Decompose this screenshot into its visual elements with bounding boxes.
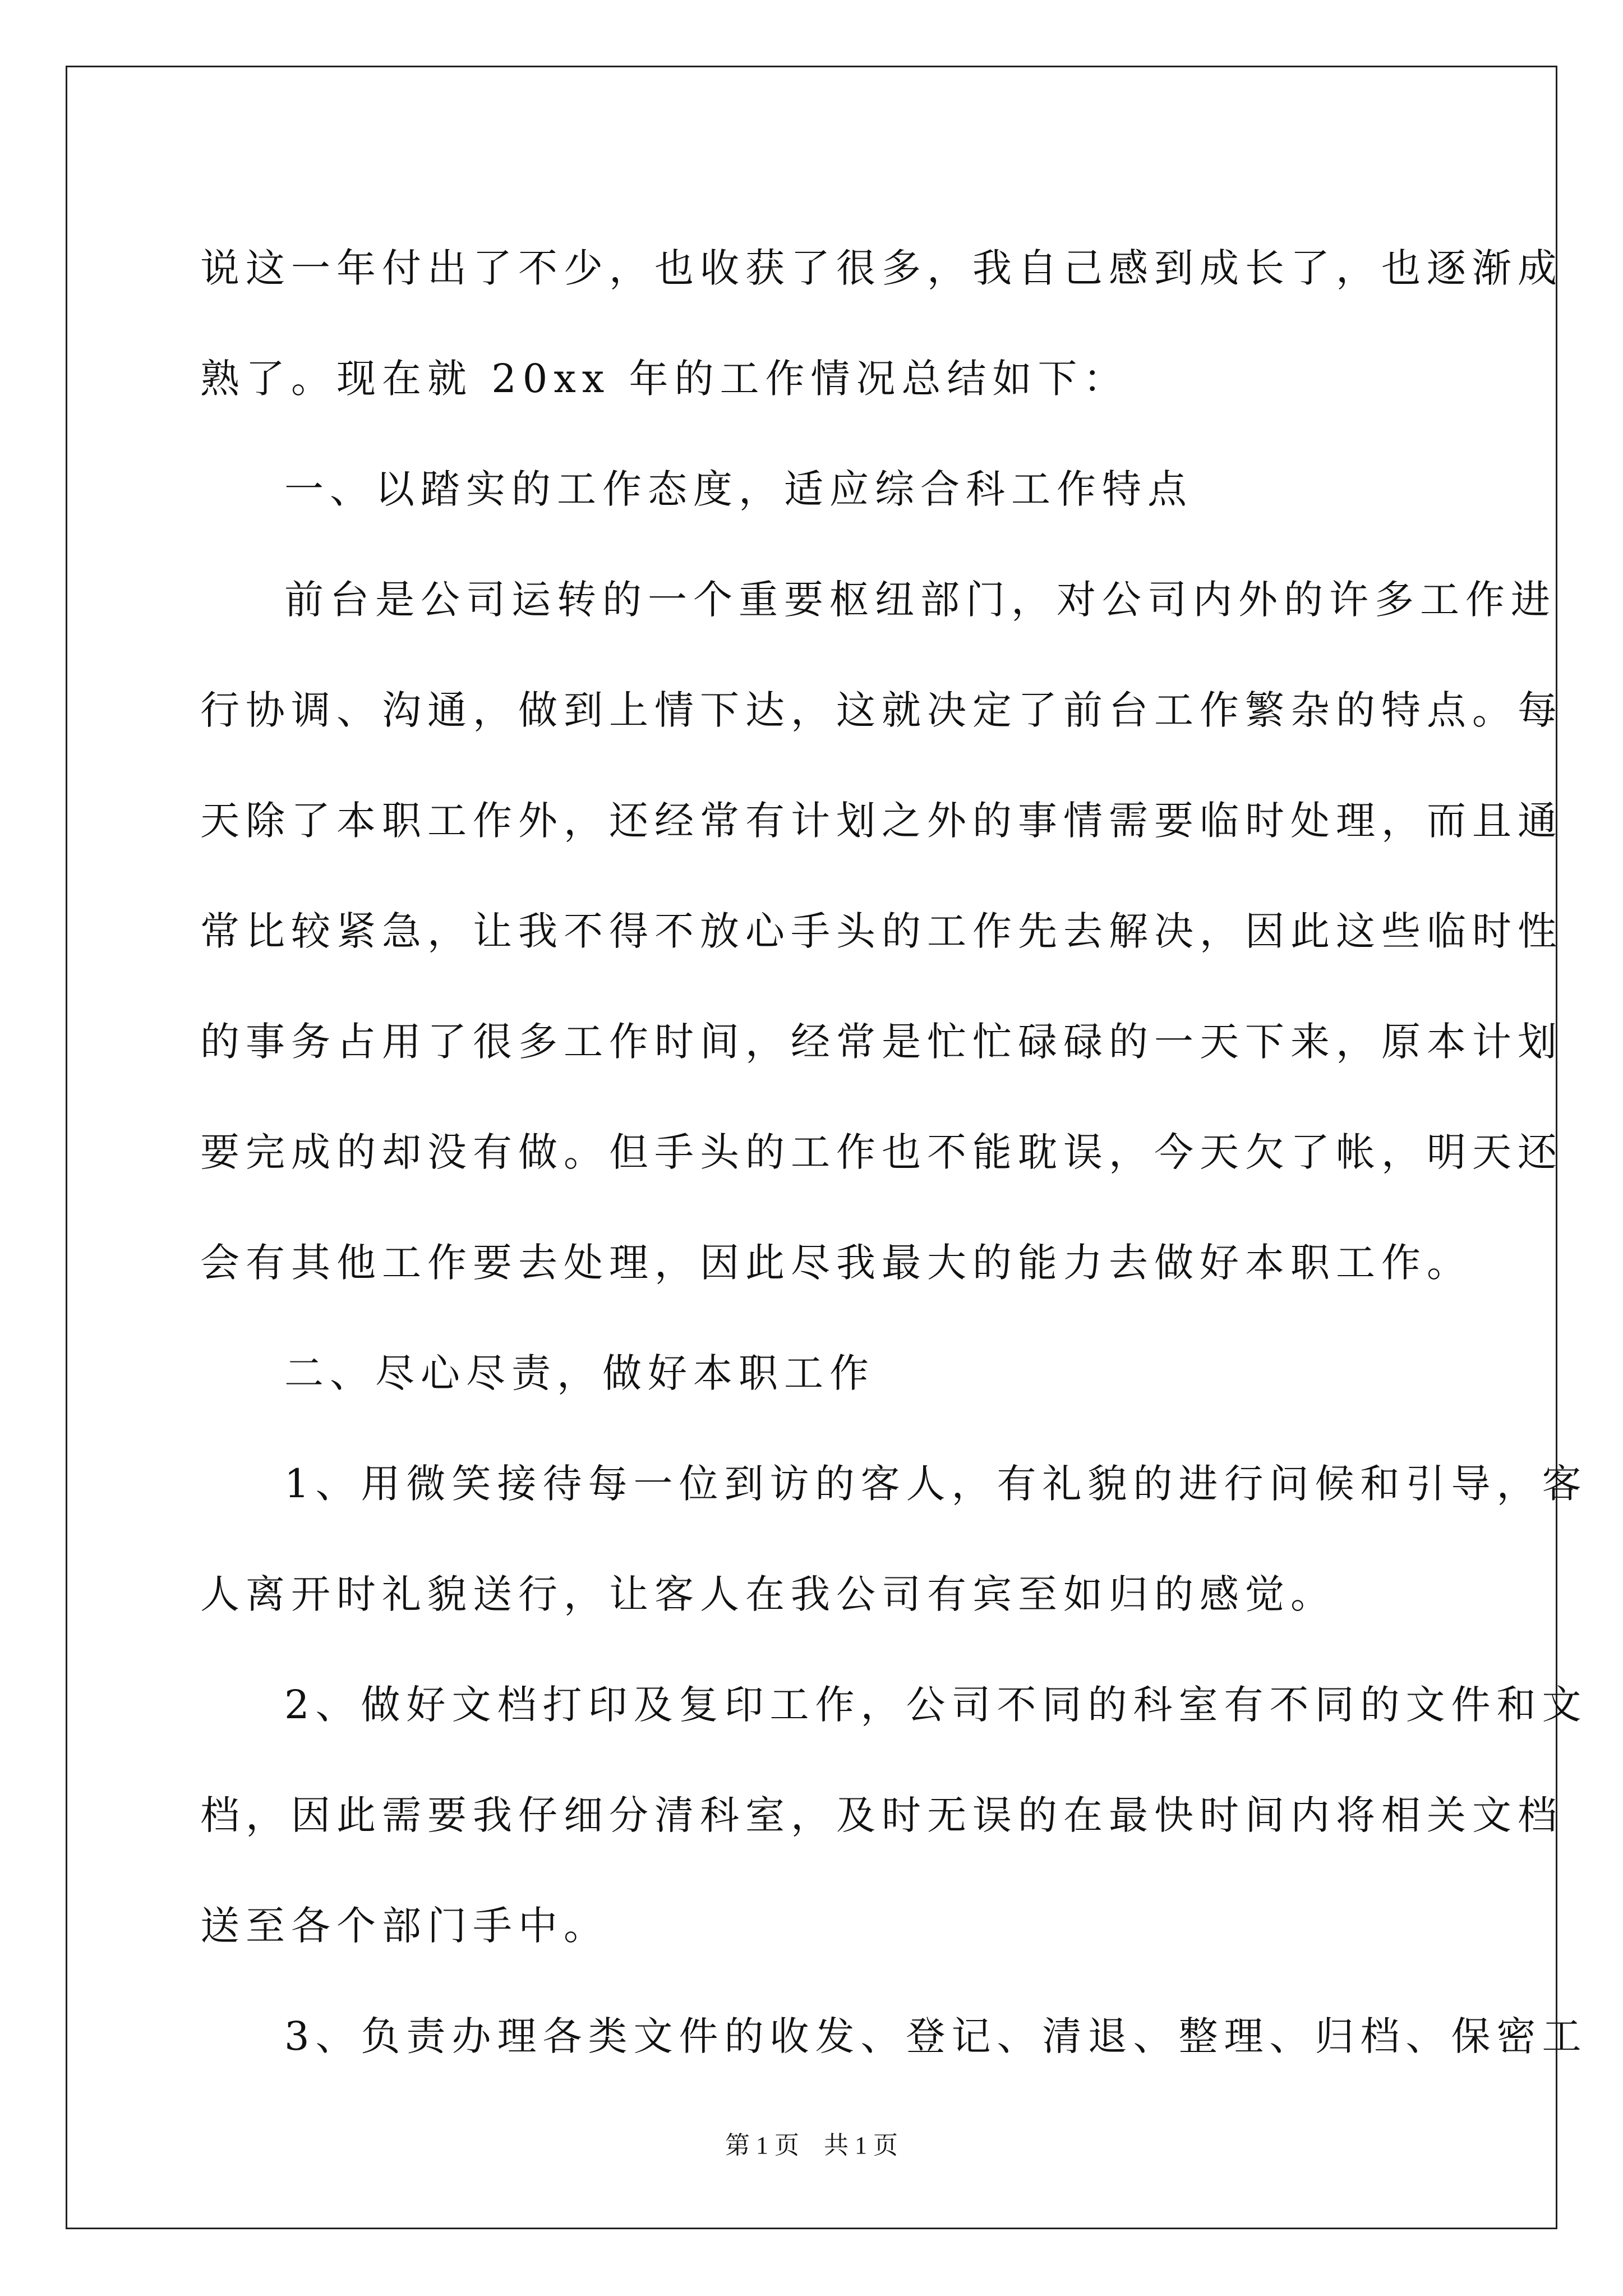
text-line: 的事务占用了很多工作时间，经常是忙忙碌碌的一天下来，原本计划 (200, 1019, 1563, 1065)
text-line: 天除了本职工作外，还经常有计划之外的事情需要临时处理，而且通 (200, 798, 1563, 844)
text-line: 行协调、沟通，做到上情下达，这就决定了前台工作繁杂的特点。每 (200, 687, 1563, 733)
text-line: 档，因此需要我仔细分清科室，及时无误的在最快时间内将相关文档 (200, 1792, 1563, 1838)
text-line: 常比较紧急，让我不得不放心手头的工作先去解决，因此这些临时性 (200, 908, 1563, 954)
section-heading: 一、以踏实的工作态度，适应综合科工作特点 (284, 466, 1193, 512)
text-line: 说这一年付出了不少，也收获了很多，我自己感到成长了，也逐渐成 (200, 245, 1563, 291)
text-line: 1、用微笑接待每一位到访的客人，有礼貌的进行问候和引导，客 (284, 1461, 1588, 1507)
text-line: 熟了。现在就 20xx 年的工作情况总结如下： (200, 356, 1129, 402)
page-number-footer: 第 1 页 共 1 页 (725, 2132, 898, 2159)
text-line: 前台是公司运转的一个重要枢纽部门，对公司内外的许多工作进 (284, 577, 1556, 623)
text-line: 人离开时礼貌送行，让客人在我公司有宾至如归的感觉。 (200, 1571, 1336, 1617)
text-line: 3、负责办理各类文件的收发、登记、清退、整理、归档、保密工 (284, 2013, 1588, 2059)
document-body (200, 213, 1588, 2092)
text-line: 会有其他工作要去处理，因此尽我最大的能力去做好本职工作。 (200, 1240, 1472, 1286)
section-heading: 二、尽心尽责，做好本职工作 (284, 1350, 875, 1396)
text-line: 要完成的却没有做。但手头的工作也不能耽误，今天欠了帐，明天还 (200, 1129, 1563, 1175)
text-line: 2、做好文档打印及复印工作，公司不同的科室有不同的文件和文 (284, 1682, 1588, 1728)
text-line: 送至各个部门手中。 (200, 1903, 609, 1949)
